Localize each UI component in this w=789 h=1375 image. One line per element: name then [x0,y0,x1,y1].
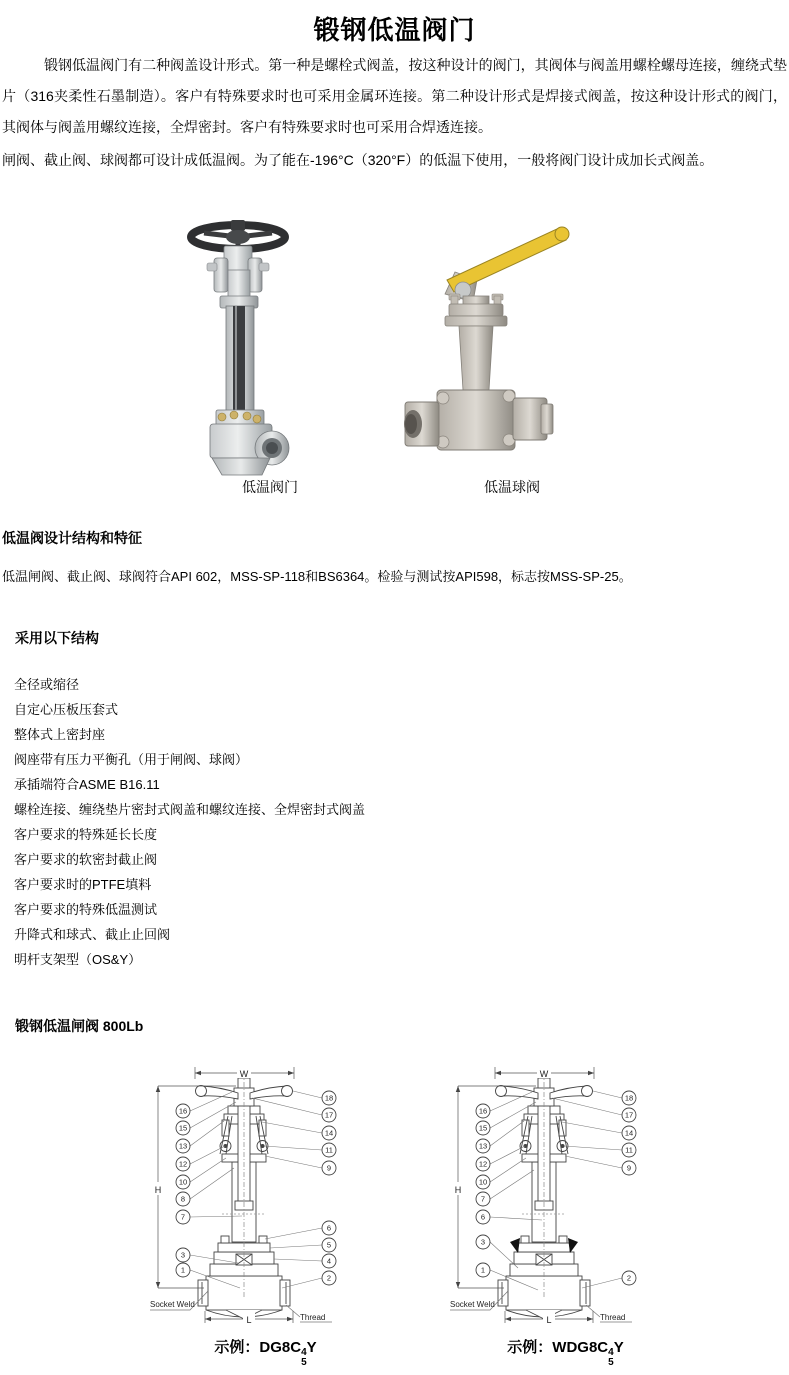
svg-text:17: 17 [324,1110,334,1120]
svg-text:9: 9 [326,1163,332,1173]
gate-valve-diagram-bolted [148,1058,383,1330]
svg-text:L: L [546,1315,552,1325]
design-section-heading: 低温阀设计结构和特征 [2,530,142,546]
svg-text:1: 1 [180,1265,186,1275]
svg-text:L: L [246,1315,252,1325]
page-title: 锻钢低温阀门 [313,15,476,45]
model-fraction: 4 5 [301,1347,307,1368]
extension-column [459,326,493,390]
list-item: 客户要求的特殊低温测试 [14,902,158,917]
list-item: 客户要求的软密封截止阀 [14,852,158,867]
cryogenic-ball-valve-photo [385,208,580,478]
intro-paragraph-2: 闸阀、截止阀、球阀都可设计成低温阀。为了能在-196°C（320°F）的低温下使用，一般将阀门设计成加长式阀盖。 [2,152,714,168]
svg-text:H: H [454,1185,462,1195]
svg-text:2: 2 [626,1273,632,1283]
valve-line-drawing [448,1058,683,1330]
svg-text:W: W [239,1069,249,1079]
socket-weld-label: Socket Weld [150,1300,195,1309]
list-item: 客户要求的特殊延长长度 [14,827,158,842]
structure-feature-list [14,672,774,972]
svg-text:11: 11 [325,1145,333,1155]
model-fraction: 4 5 [608,1347,614,1368]
yoke-clamp [207,246,269,308]
bonnet-flange [445,294,507,326]
lever-handle-icon [445,227,569,302]
svg-text:18: 18 [624,1093,634,1103]
svg-text:5: 5 [326,1240,332,1250]
svg-text:13: 13 [178,1141,188,1151]
model-suffix: Y [613,1339,624,1356]
svg-text:7: 7 [180,1212,186,1222]
diagram-caption-right [448,1336,683,1367]
svg-text:7: 7 [480,1194,486,1204]
svg-text:10: 10 [178,1177,188,1187]
svg-text:12: 12 [178,1159,188,1169]
svg-text:10: 10 [478,1177,488,1187]
list-item: 承插端符合ASME B16.11 [14,777,160,792]
list-item: 明杆支架型（OS&Y） [14,952,142,967]
thread-label: Thread [600,1313,626,1322]
intro-paragraph-1: 锻钢低温阀门有二种阀盖设计形式。第一种是螺栓式阀盖，按这种设计的阀门，其阀体与阀盖用螺栓螺母连接，缠绕式垫片（316夹柔性石墨制造）。客户有特殊要求时也可采用金属环连接。第二种设计形式是焊接式阀盖，按这种设计形式的阀门，其阀体与阀盖用螺纹连接，全焊密封。客户有特殊要求时也可采用合焊透连接。 [2,57,787,135]
svg-text:8: 8 [180,1194,186,1204]
model-code: WDG8C [552,1339,609,1356]
svg-text:4: 4 [326,1256,332,1266]
diagram-caption-left [148,1336,383,1367]
svg-text:16: 16 [178,1106,188,1116]
valve-body [210,410,289,475]
svg-text:W: W [539,1069,549,1079]
gate-valve-section-heading: 锻钢低温闸阀 800Lb [15,1018,144,1034]
svg-text:15: 15 [478,1123,488,1133]
svg-text:1: 1 [480,1265,486,1275]
socket-weld-label: Socket Weld [450,1300,495,1309]
svg-text:H: H [154,1185,162,1195]
list-item: 全径或缩径 [14,677,80,692]
list-item: 升降式和球式、截止止回阀 [14,927,171,942]
thread-label: Thread [300,1313,326,1322]
ball-valve-photo-caption: 低温球阀 [484,479,540,495]
svg-text:3: 3 [180,1250,186,1260]
svg-text:9: 9 [626,1163,632,1173]
svg-text:6: 6 [326,1223,332,1233]
list-item: 自定心压板压套式 [14,702,119,717]
cryogenic-gate-valve-photo [184,206,304,476]
list-item: 客户要求时的PTFE填料 [14,877,152,892]
list-item: 螺栓连接、缠绕垫片密封式阀盖和螺纹连接、全焊密封式阀盖 [14,802,366,817]
handwheel-icon [191,220,285,249]
ball-valve-photo-drawing [385,208,580,478]
gate-valve-diagram-welded [448,1058,683,1330]
svg-text:16: 16 [478,1106,488,1116]
svg-text:2: 2 [326,1273,332,1283]
extended-stem-column [226,306,254,414]
structure-section-heading: 采用以下结构 [15,630,99,646]
gate-valve-photo-caption: 低温阀门 [242,479,298,495]
caption-prefix: 示例： [214,1339,260,1356]
caption-prefix: 示例： [507,1339,553,1356]
list-item: 阀座带有压力平衡孔（用于闸阀、球阀） [14,752,249,767]
svg-text:17: 17 [624,1110,634,1120]
svg-text:14: 14 [324,1128,334,1138]
standards-text: 低温闸阀、截止阀、球阀符合API 602，MSS-SP-118和BS6364。检验与测试按API598，标志按MSS-SP-25。 [2,569,632,584]
svg-text:11: 11 [625,1145,633,1155]
gate-valve-photo-drawing [184,206,304,476]
svg-text:12: 12 [478,1159,488,1169]
model-code: DG8C [259,1339,302,1356]
svg-text:15: 15 [178,1123,188,1133]
svg-text:18: 18 [324,1093,334,1103]
valve-line-drawing [148,1058,383,1330]
three-piece-body [404,390,553,450]
svg-text:13: 13 [478,1141,488,1151]
svg-text:6: 6 [480,1212,486,1222]
list-item: 整体式上密封座 [14,727,106,742]
svg-text:3: 3 [480,1237,486,1247]
model-suffix: Y [306,1339,317,1356]
svg-text:14: 14 [624,1128,634,1138]
